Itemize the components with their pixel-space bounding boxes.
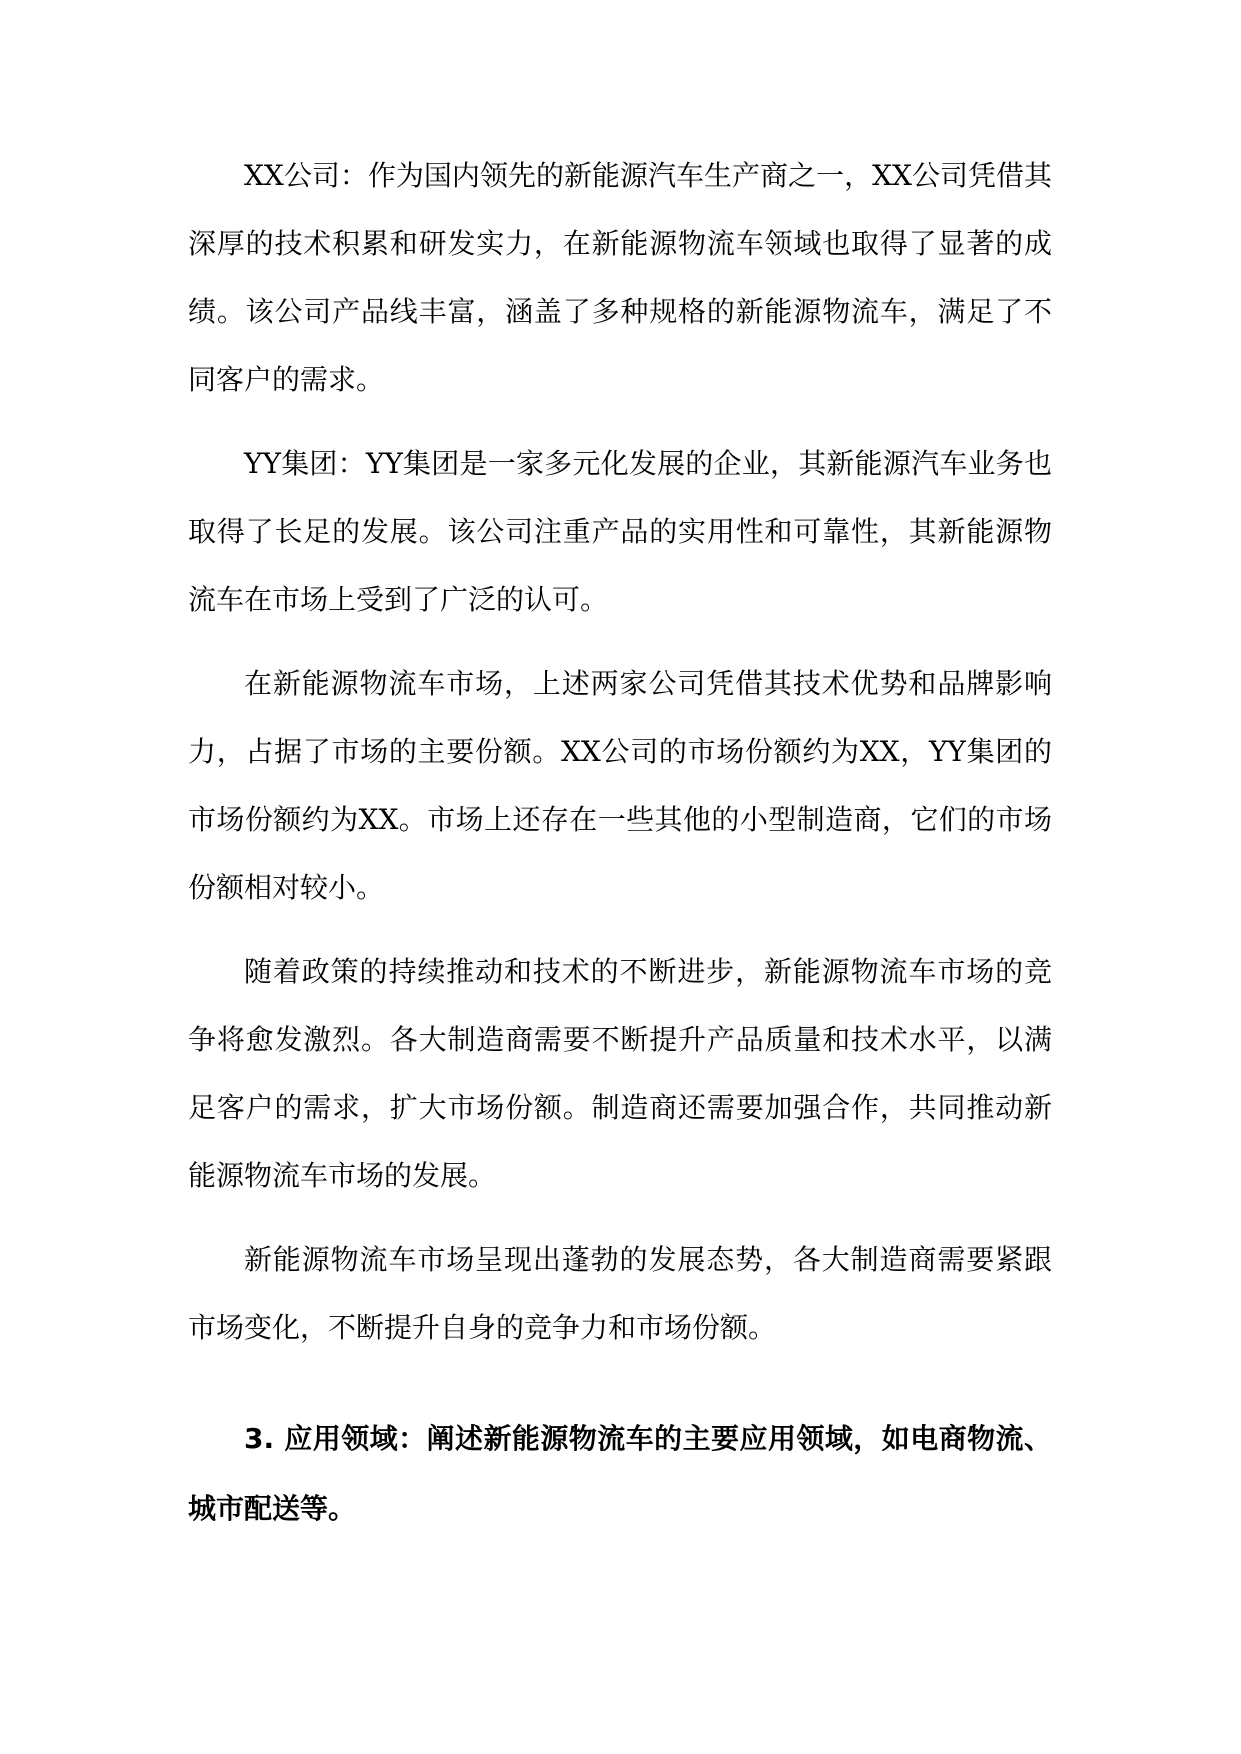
paragraph-summary: 新能源物流车市场呈现出蓬勃的发展态势，各大制造商需要紧跟市场变化，不断提升自身的竞争力和市场份额。 (188, 1243, 1052, 1344)
section-heading-applications: 3. 应用领域：阐述新能源物流车的主要应用领域，如电商物流、城市配送等。 (188, 1422, 1052, 1525)
document-body (188, 142, 1052, 1544)
paragraph-spacer (188, 1210, 1052, 1226)
paragraph-spacer (188, 922, 1052, 938)
paragraph-xx-company: XX公司：作为国内领先的新能源汽车生产商之一，XX公司凭借其深厚的技术积累和研发实力，在新能源物流车领域也取得了显著的成绩。该公司产品线丰富，涵盖了多种规格的新能源物流车，满足了不同客户的需求。 (188, 159, 1052, 396)
paragraph-market-share: 在新能源物流车市场，上述两家公司凭借其技术优势和品牌影响力，占据了市场的主要份额。XX公司的市场份额约为XX，YY集团的市场份额约为XX。市场上还存在一些其他的小型制造商，它们的市场份额相对较小。 (188, 667, 1052, 904)
paragraph-yy-group: YY集团：YY集团是一家多元化发展的企业，其新能源汽车业务也取得了长足的发展。该公司注重产品的实用性和可靠性，其新能源物流车在市场上受到了广泛的认可。 (188, 447, 1052, 616)
paragraph-spacer (188, 414, 1052, 430)
paragraph-competition: 随着政策的持续推动和技术的不断进步，新能源物流车市场的竞争将愈发激烈。各大制造商需要不断提升产品质量和技术水平，以满足客户的需求，扩大市场份额。制造商还需要加强合作，共同推动新能源物流车市场的发展。 (188, 955, 1052, 1192)
paragraph-spacer (188, 634, 1052, 650)
section-spacer (188, 1362, 1052, 1404)
